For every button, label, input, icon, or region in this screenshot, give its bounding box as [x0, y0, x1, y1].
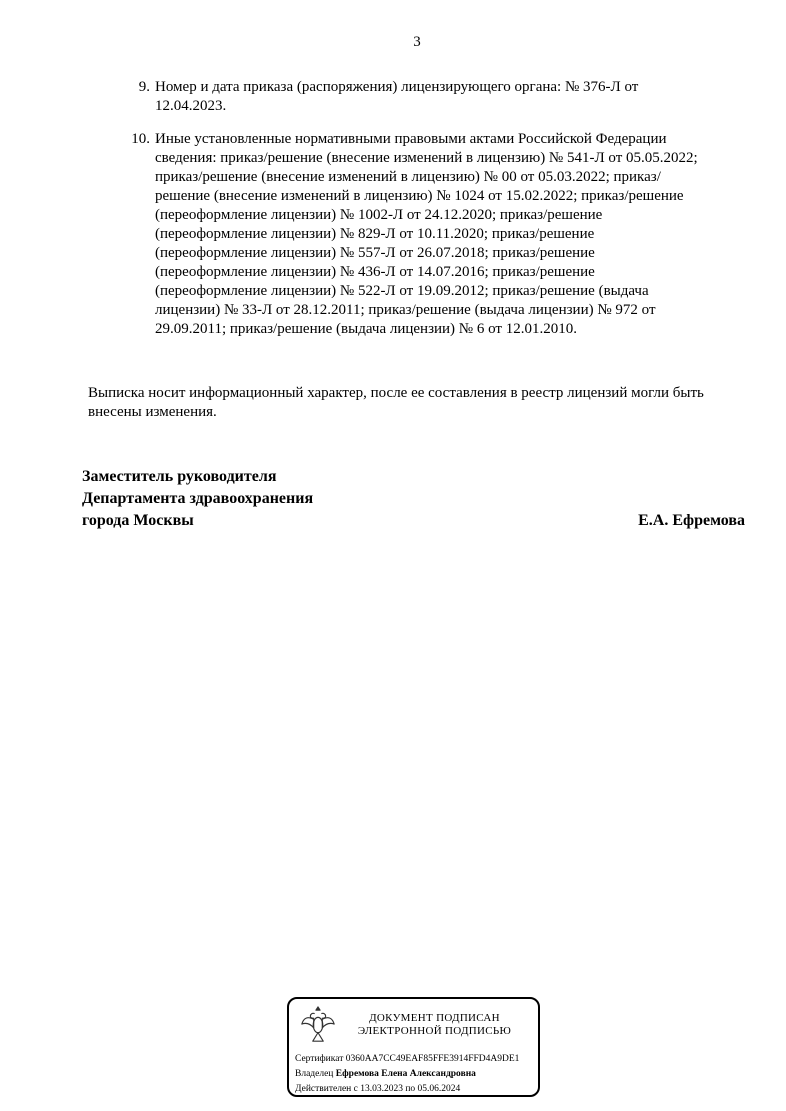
stamp-details	[295, 1052, 532, 1097]
informational-note: Выписка носит информационный характер, после ее составления в реестр лицензий могли быть внесены изменения.	[88, 385, 704, 420]
stamp-header	[295, 1005, 532, 1045]
stamp-title	[337, 1012, 532, 1038]
owner-name: Ефремова Елена Александровна	[335, 1069, 476, 1079]
signatory-position-line: Департамента здравоохранения	[82, 490, 314, 507]
stamp-title-line2: ЭЛЕКТРОННОЙ ПОДПИСЬЮ	[357, 1025, 512, 1037]
signatory-position-line: города Москвы	[82, 512, 194, 529]
owner-label: Владелец	[295, 1069, 334, 1079]
electronic-signature-stamp	[287, 997, 540, 1097]
numbered-list	[0, 78, 786, 339]
list-item	[88, 130, 701, 339]
signature-block	[82, 466, 745, 532]
list-item-number: 10.	[131, 131, 150, 147]
stamp-title-line1: ДОКУМЕНТ ПОДПИСАН	[369, 1012, 500, 1024]
signatory-position-line: Заместитель руководителя	[82, 468, 277, 485]
signatory-name: Е.А. Ефремова	[638, 512, 745, 529]
signatory-position	[82, 466, 313, 532]
list-item-text: Иные установленные нормативными правовыми актами Российской Федерации сведения: приказ/решение (внесение изменений в лицензию) № 541-Л от 05.05.2022; приказ/решение (внесение изменений в лицензию) № 00 от 05.03.2022; приказ/решение (внесение изменений в лицензию) № 1024 от 15.02.2022; приказ/решение (переоформление лицензии) № 1002-Л от 24.12.2020; приказ/решение (переоформление лицензии) № 829-Л от 10.11.2020; приказ/решение (переоформление лицензии) № 557-Л от 26.07.2018; приказ/решение (переоформление лицензии) № 436-Л от 14.07.2016; приказ/решение (переоформление лицензии) № 522-Л от 19.09.2012; приказ/решение (выдача лицензии) № 33-Л от 28.12.2011; приказ/решение (выдача лицензии) № 972 от 29.09.2011; приказ/решение (выдача лицензии) № 6 от 12.01.2010.	[155, 131, 698, 337]
certificate-value: 0360AA7CC49EAF85FFE3914FFD4A9DE1	[345, 1054, 520, 1064]
page-number: 3	[413, 34, 421, 50]
list-item	[88, 78, 701, 116]
list-item-number: 9.	[138, 79, 150, 95]
double-headed-eagle-icon	[299, 1005, 337, 1045]
certificate-label: Сертификат	[295, 1054, 344, 1064]
list-item-text: Номер и дата приказа (распоряжения) лицензирующего органа: № 376-Л от 12.04.2023.	[155, 79, 639, 114]
certificate-line	[295, 1052, 532, 1067]
owner-line	[295, 1067, 532, 1082]
validity-line: Действителен с 13.03.2023 по 05.06.2024	[295, 1084, 461, 1094]
